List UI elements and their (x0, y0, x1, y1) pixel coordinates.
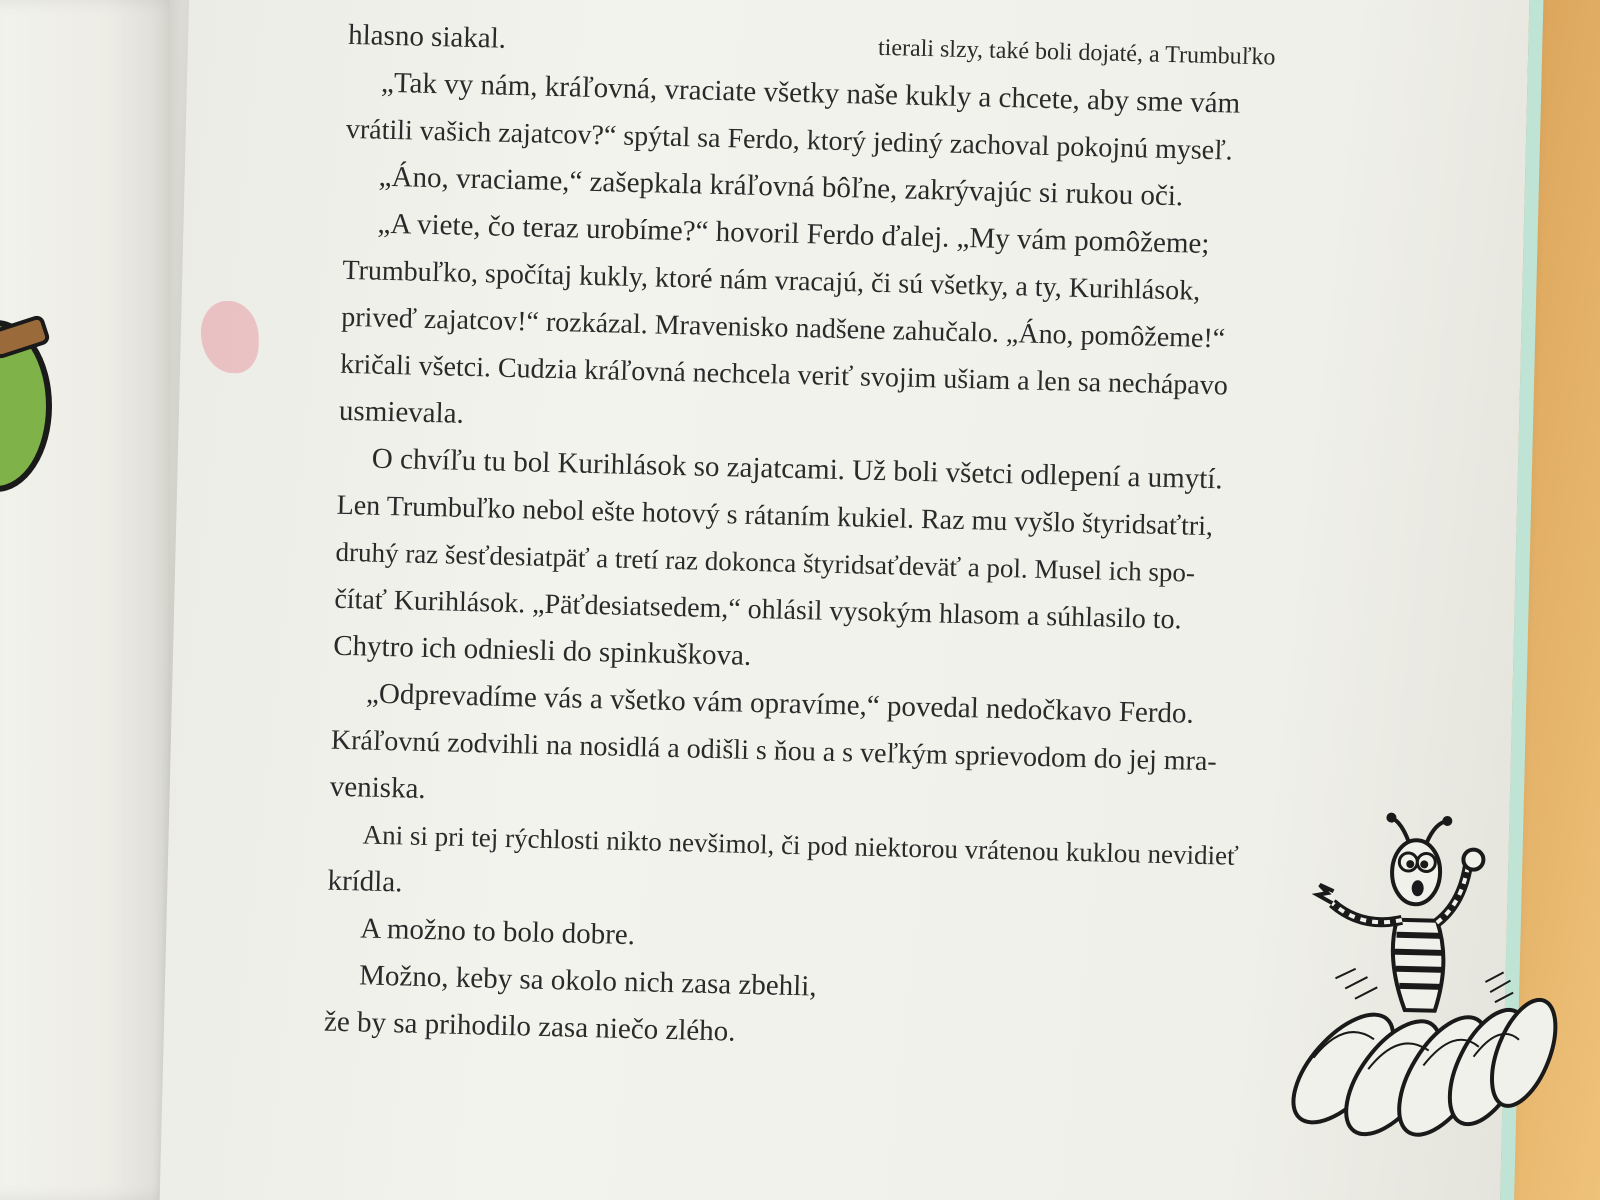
left-page (0, 0, 180, 1200)
text-line: Len Trumbuľko nebol ešte hotový s rátaním kukiel. Raz mu vyšlo štyridsaťtri, (336, 489, 1214, 543)
text-line: Chytro ich odniesli do spinkuškova. (332, 629, 752, 672)
text-line: čítať Kurihlások. „Päťdesiatsedem,“ ohlásil vysokým hlasom a súhlasilo to. (334, 583, 1183, 636)
text-line: vrátili vašich zajatcov?“ spýtal sa Ferdo, ktorý jediný zachoval pokojnú myseľ. (345, 113, 1233, 167)
text-line: krídla. (327, 864, 403, 899)
text-line: „Tak vy nám, kráľovná, vraciate všetky naše kukly a chcete, aby sme vám (380, 66, 1241, 120)
text-line: „Áno, vraciame,“ zašepkala kráľovná bôľne, zakrývajúc si rukou oči. (378, 160, 1184, 213)
text-line: že by sa prihodilo zasa niečo zlého. (323, 1005, 736, 1048)
text-line: priveď zajatcov!“ rozkázal. Mravenisko nadšene zahučalo. „Áno, pomôžeme!“ (340, 301, 1226, 355)
pink-stain (200, 300, 260, 373)
right-page (158, 0, 1529, 1200)
text-line: veniska. (329, 770, 427, 806)
text-line: A možno to bolo dobre. (359, 912, 636, 952)
ant-on-cocoons-illustration (1272, 807, 1580, 1144)
text-line: druhý raz šesťdesiatpäť a tretí raz dokonca štyridsaťdeväť a pol. Musel ich spo- (335, 536, 1196, 588)
text-line: Kráľovnú zodvihli na nosidlá a odišli s ňou a s veľkým sprievodom do jej mra- (330, 724, 1218, 778)
top-fragment-right: tierali slzy, také boli dojaté, a Trumbuľko (877, 34, 1276, 71)
text-line: „A viete, čo teraz urobíme?“ hovoril Ferdo ďalej. „My vám pomôžeme; (377, 207, 1210, 260)
text-line: Ani si pri tej rýchlosti nikto nevšimol, či pod niektorou vrátenou kuklou nevidieť (362, 819, 1239, 871)
text-line: usmievala. (338, 394, 465, 430)
ant-figure (1315, 811, 1485, 1012)
top-fragment-left: hlasno siakal. (347, 18, 507, 55)
text-line: Možno, keby sa okolo nich zasa zbehli, (358, 959, 817, 1003)
text-line: „Odprevadíme vás a všetko vám opravíme,“ povedal nedočkavo Ferdo. (365, 677, 1195, 730)
text-block (324, 12, 1349, 1070)
text-line: kričali všetci. Cudzia kráľovná nechcela veriť svojim ušiam a len sa nechápavo (339, 348, 1229, 402)
text-line: O chvíľu tu bol Kurihlások so zajatcami. Už boli všetci odlepení a umytí. (371, 442, 1223, 496)
text-line: Trumbuľko, spočítaj kukly, ktoré nám vracajú, či sú všetky, a ty, Kurihlások, (342, 254, 1201, 307)
